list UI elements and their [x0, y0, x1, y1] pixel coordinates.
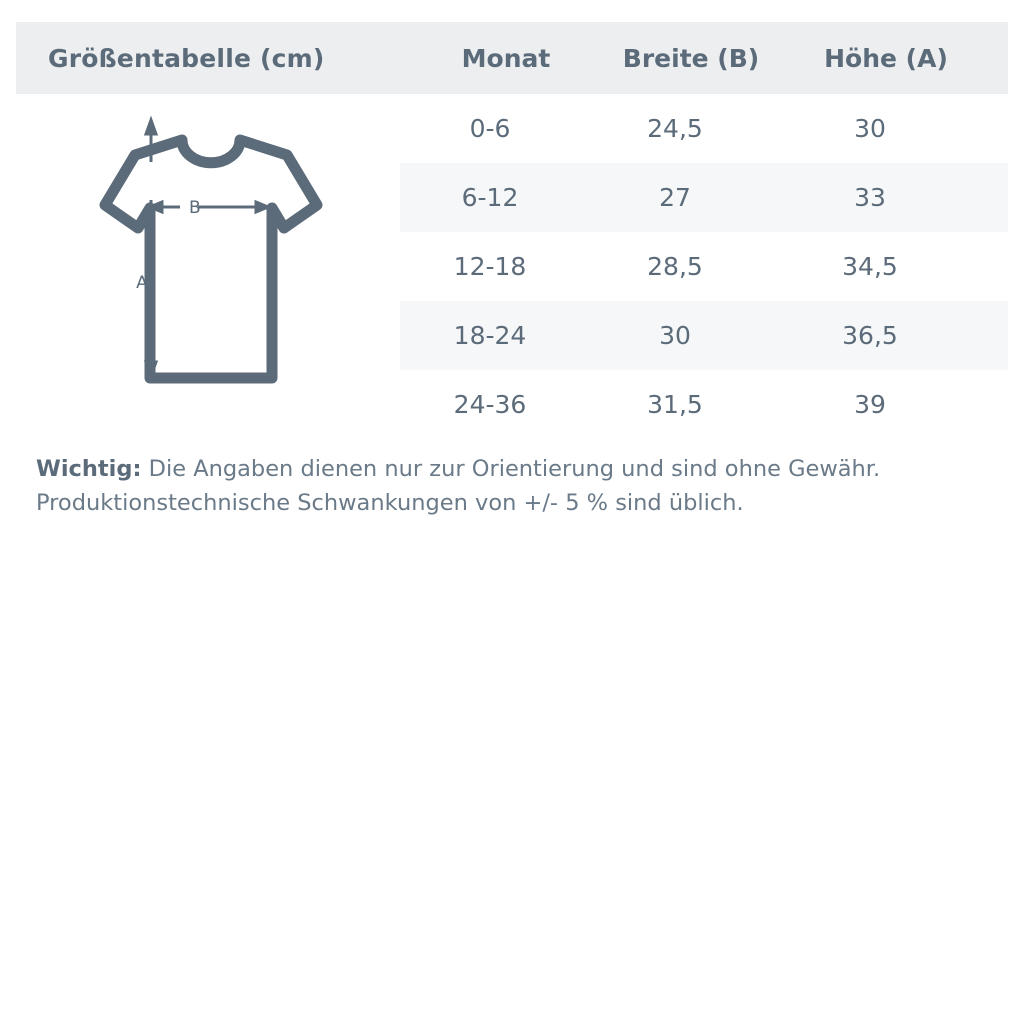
- cell-breite: 28,5: [647, 252, 703, 281]
- footnote-line1: Die Angaben dienen nur zur Orientierung und sind ohne Gewähr.: [141, 456, 881, 482]
- cell-breite: 24,5: [647, 114, 703, 143]
- table-header-row: [16, 22, 1008, 94]
- table-row: [400, 301, 1008, 370]
- table-row: [400, 232, 1008, 301]
- cell-hohe: 39: [854, 390, 886, 419]
- cell-breite: 30: [659, 321, 691, 350]
- width-label: B: [189, 198, 201, 218]
- footnote: [36, 452, 996, 520]
- cell-monat: 6-12: [461, 183, 519, 212]
- footnote-line2: Produktionstechnische Schwankungen von +/- 5 % sind üblich.: [36, 490, 744, 516]
- footnote-strong: Wichtig:: [36, 456, 142, 482]
- table-body: [400, 94, 1008, 439]
- cell-monat: 0-6: [469, 114, 511, 143]
- page-title: Größentabelle (cm): [48, 43, 325, 73]
- cell-monat: 24-36: [453, 390, 527, 419]
- column-header-hohe: Höhe (A): [824, 43, 948, 73]
- cell-hohe: 33: [854, 183, 886, 212]
- cell-hohe: 34,5: [842, 252, 898, 281]
- t-shirt-icon: [50, 110, 400, 440]
- cell-monat: 12-18: [453, 252, 527, 281]
- cell-breite: 27: [659, 183, 691, 212]
- cell-monat: 18-24: [453, 321, 527, 350]
- height-label: A: [136, 273, 148, 293]
- cell-hohe: 30: [854, 114, 886, 143]
- cell-hohe: 36,5: [842, 321, 898, 350]
- table-row: [400, 94, 1008, 163]
- column-header-breite: Breite (B): [622, 43, 760, 73]
- table-row: [400, 370, 1008, 439]
- cell-breite: 31,5: [647, 390, 703, 419]
- tshirt-measurement-diagram: [50, 110, 400, 440]
- column-header-monat: Monat: [461, 43, 551, 73]
- table-row: [400, 163, 1008, 232]
